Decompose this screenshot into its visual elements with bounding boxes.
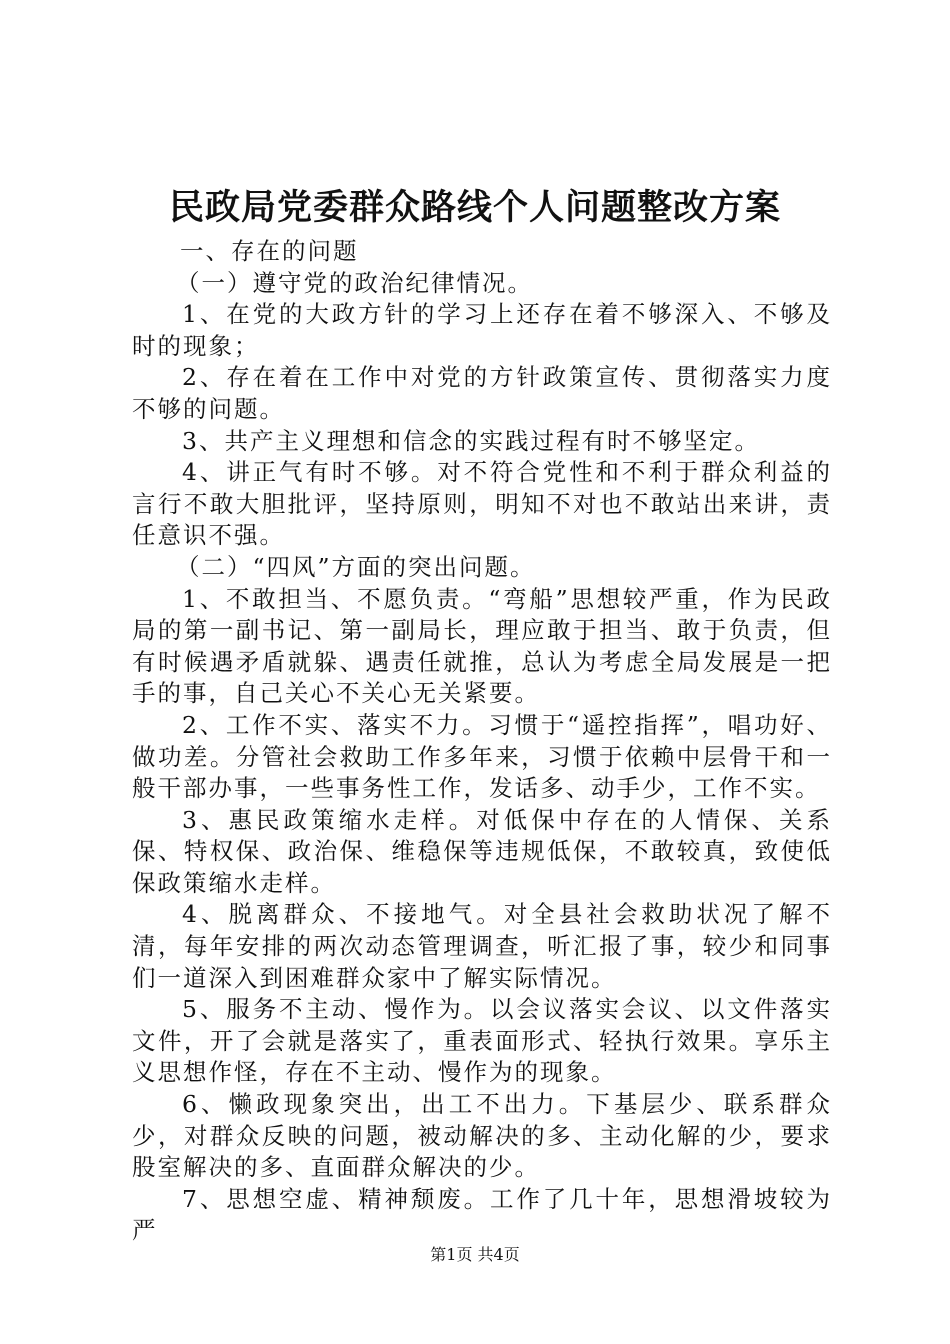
paragraph: 5、服务不主动、慢作为。以会议落实会议、以文件落实文件，开了会就是落实了，重表面形式、轻执行效果。享乐主义思想作怪，存在不主动、慢作为的现象。 bbox=[132, 995, 832, 1087]
paragraph: 4、脱离群众、不接地气。对全县社会救助状况了解不清，每年安排的两次动态管理调查，听汇报了事，较少和同事们一道深入到困难群众家中了解实际情况。 bbox=[132, 900, 832, 992]
paragraph: 1、在党的大政方针的学习上还存在着不够深入、不够及时的现象； bbox=[132, 300, 832, 360]
subsection-heading: （一）遵守党的政治纪律情况。 bbox=[176, 268, 533, 297]
paragraph: 3、共产主义理想和信念的实践过程有时不够坚定。 bbox=[182, 426, 760, 455]
paragraph: 3、惠民政策缩水走样。对低保中存在的人情保、关系保、特权保、政治保、维稳保等违规低保，不敢较真，致使低保政策缩水走样。 bbox=[132, 805, 832, 897]
section-heading: 一、存在的问题 bbox=[180, 237, 359, 265]
paragraph: 7、思想空虚、精神颓废。工作了几十年，思想滑坡较为严 bbox=[132, 1184, 832, 1245]
paragraph: 6、懒政现象突出，出工不出力。下基层少、联系群众少，对群众反映的问题，被动解决的多、主动化解的少，要求股室解决的多、直面群众解决的少。 bbox=[132, 1090, 832, 1182]
document-body bbox=[132, 236, 832, 1247]
paragraph: 2、存在着在工作中对党的方针政策宣传、贯彻落实力度不够的问题。 bbox=[132, 363, 832, 423]
page-footer: 第1页 共4页 bbox=[430, 1245, 520, 1264]
subsection-heading: （二）“四风”方面的突出问题。 bbox=[176, 552, 536, 581]
document-title: 民政局党委群众路线个人问题整改方案 bbox=[168, 187, 781, 228]
paragraph: 2、工作不实、落实不力。习惯于“遥控指挥”，唱功好、做功差。分管社会救助工作多年来，习惯于依赖中层骨干和一般干部办事，一些事务性工作，发话多、动手少，工作不实。 bbox=[132, 710, 832, 803]
paragraph: 1、不敢担当、不愿负责。“弯船”思想较严重，作为民政局的第一副书记、第一副局长，理应敢于担当、敢于负责，但有时候遇矛盾就躲、遇责任就推，总认为考虑全局发展是一把手的事，自己关心不关心无关紧要。 bbox=[132, 584, 832, 708]
paragraph: 4、讲正气有时不够。对不符合党性和不利于群众利益的言行不敢大胆批评，坚持原则，明知不对也不敢站出来讲，责任意识不强。 bbox=[132, 458, 832, 550]
